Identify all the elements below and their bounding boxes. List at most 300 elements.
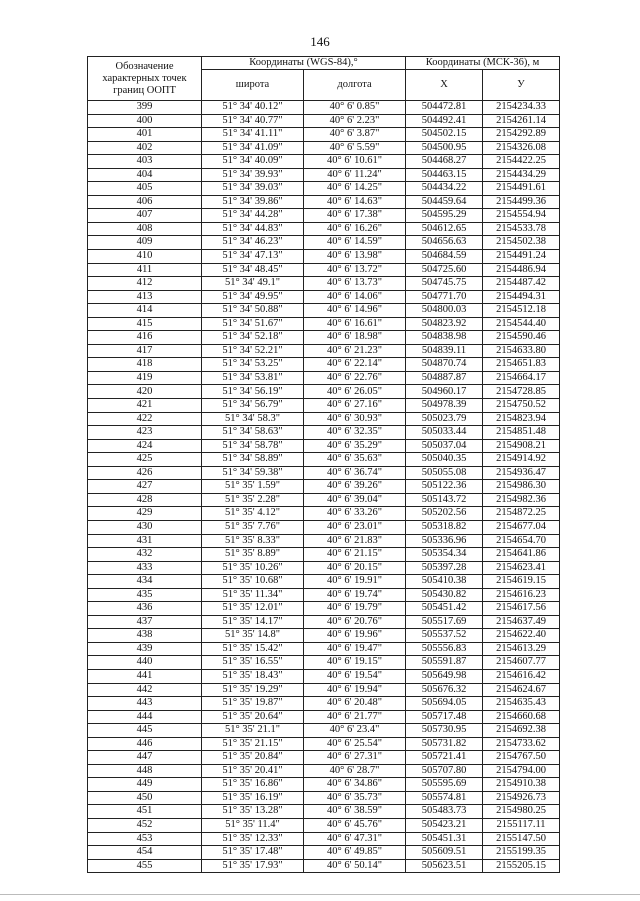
y-cell: 2154607.77 (483, 656, 560, 670)
longitude-cell: 40° 6' 35.29" (304, 439, 406, 453)
y-cell: 2154234.33 (483, 101, 560, 115)
latitude-cell: 51° 34' 59.38" (202, 466, 304, 480)
point-number-cell: 427 (88, 480, 202, 494)
y-cell: 2154486.94 (483, 263, 560, 277)
table-row (88, 818, 560, 832)
longitude-cell: 40° 6' 14.96" (304, 304, 406, 318)
x-cell: 505731.82 (406, 737, 483, 751)
table-row (88, 168, 560, 182)
longitude-cell: 40° 6' 2.23" (304, 114, 406, 128)
table-row (88, 656, 560, 670)
x-cell: 505649.98 (406, 669, 483, 683)
latitude-cell: 51° 35' 8.33" (202, 534, 304, 548)
latitude-cell: 51° 34' 48.45" (202, 263, 304, 277)
longitude-cell: 40° 6' 21.77" (304, 710, 406, 724)
x-cell: 504459.64 (406, 195, 483, 209)
latitude-cell: 51° 34' 40.77" (202, 114, 304, 128)
x-cell: 505023.79 (406, 412, 483, 426)
longitude-cell: 40° 6' 19.15" (304, 656, 406, 670)
latitude-cell: 51° 34' 46.23" (202, 236, 304, 250)
longitude-cell: 40° 6' 21.83" (304, 534, 406, 548)
point-number-cell: 438 (88, 629, 202, 643)
table-row (88, 710, 560, 724)
point-number-cell: 430 (88, 520, 202, 534)
x-cell: 504960.17 (406, 385, 483, 399)
latitude-cell: 51° 35' 17.48" (202, 846, 304, 860)
y-cell: 2154660.68 (483, 710, 560, 724)
header-x: X (406, 70, 483, 101)
y-cell: 2154512.18 (483, 304, 560, 318)
point-number-cell: 412 (88, 277, 202, 291)
longitude-cell: 40° 6' 23.01" (304, 520, 406, 534)
longitude-cell: 40° 6' 47.31" (304, 832, 406, 846)
point-number-cell: 435 (88, 588, 202, 602)
x-cell: 504823.92 (406, 317, 483, 331)
longitude-cell: 40° 6' 16.61" (304, 317, 406, 331)
x-cell: 505595.69 (406, 778, 483, 792)
point-number-cell: 419 (88, 371, 202, 385)
y-cell: 2154637.49 (483, 615, 560, 629)
longitude-cell: 40° 6' 21.15" (304, 548, 406, 562)
point-number-cell: 436 (88, 602, 202, 616)
point-number-cell: 441 (88, 669, 202, 683)
table-row (88, 304, 560, 318)
y-cell: 2154651.83 (483, 358, 560, 372)
point-number-cell: 410 (88, 250, 202, 264)
table-row (88, 155, 560, 169)
x-cell: 505556.83 (406, 642, 483, 656)
table-row (88, 128, 560, 142)
longitude-cell: 40° 6' 3.87" (304, 128, 406, 142)
longitude-cell: 40° 6' 14.25" (304, 182, 406, 196)
table-row (88, 371, 560, 385)
longitude-cell: 40° 6' 14.06" (304, 290, 406, 304)
latitude-cell: 51° 34' 39.86" (202, 195, 304, 209)
longitude-cell: 40° 6' 20.76" (304, 615, 406, 629)
point-number-cell: 402 (88, 141, 202, 155)
table-row (88, 222, 560, 236)
longitude-cell: 40° 6' 19.91" (304, 575, 406, 589)
longitude-cell: 40° 6' 17.38" (304, 209, 406, 223)
table-row (88, 724, 560, 738)
y-cell: 2154733.62 (483, 737, 560, 751)
table-row (88, 520, 560, 534)
y-cell: 2154494.31 (483, 290, 560, 304)
x-cell: 505037.04 (406, 439, 483, 453)
y-cell: 2155199.35 (483, 846, 560, 860)
x-cell: 505517.69 (406, 615, 483, 629)
point-number-cell: 426 (88, 466, 202, 480)
x-cell: 504434.22 (406, 182, 483, 196)
y-cell: 2154692.38 (483, 724, 560, 738)
longitude-cell: 40° 6' 11.24" (304, 168, 406, 182)
latitude-cell: 51° 35' 12.33" (202, 832, 304, 846)
latitude-cell: 51° 35' 19.87" (202, 697, 304, 711)
table-row (88, 642, 560, 656)
latitude-cell: 51° 34' 53.81" (202, 371, 304, 385)
longitude-cell: 40° 6' 45.76" (304, 818, 406, 832)
point-number-cell: 405 (88, 182, 202, 196)
header-y: У (483, 70, 560, 101)
latitude-cell: 51° 35' 21.15" (202, 737, 304, 751)
point-number-cell: 455 (88, 859, 202, 873)
longitude-cell: 40° 6' 19.47" (304, 642, 406, 656)
longitude-cell: 40° 6' 16.26" (304, 222, 406, 236)
y-cell: 2154823.94 (483, 412, 560, 426)
point-number-cell: 439 (88, 642, 202, 656)
latitude-cell: 51° 34' 58.63" (202, 426, 304, 440)
longitude-cell: 40° 6' 30.93" (304, 412, 406, 426)
point-number-cell: 449 (88, 778, 202, 792)
point-number-cell: 431 (88, 534, 202, 548)
header-latitude: широта (202, 70, 304, 101)
latitude-cell: 51° 35' 7.76" (202, 520, 304, 534)
x-cell: 504978.39 (406, 399, 483, 413)
table-row (88, 101, 560, 115)
table-row (88, 358, 560, 372)
table-row (88, 493, 560, 507)
point-number-cell: 448 (88, 764, 202, 778)
y-cell: 2154499.36 (483, 195, 560, 209)
y-cell: 2154422.25 (483, 155, 560, 169)
latitude-cell: 51° 34' 58.89" (202, 453, 304, 467)
x-cell: 504656.63 (406, 236, 483, 250)
table-row (88, 480, 560, 494)
y-cell: 2154590.46 (483, 331, 560, 345)
x-cell: 505318.82 (406, 520, 483, 534)
table-row (88, 507, 560, 521)
latitude-cell: 51° 35' 2.28" (202, 493, 304, 507)
point-number-cell: 407 (88, 209, 202, 223)
x-cell: 504612.65 (406, 222, 483, 236)
x-cell: 504838.98 (406, 331, 483, 345)
latitude-cell: 51° 35' 11.4" (202, 818, 304, 832)
latitude-cell: 51° 35' 10.26" (202, 561, 304, 575)
latitude-cell: 51° 34' 51.67" (202, 317, 304, 331)
longitude-cell: 40° 6' 32.35" (304, 426, 406, 440)
latitude-cell: 51° 35' 16.19" (202, 791, 304, 805)
latitude-cell: 51° 35' 14.8" (202, 629, 304, 643)
point-number-cell: 409 (88, 236, 202, 250)
longitude-cell: 40° 6' 38.59" (304, 805, 406, 819)
point-number-cell: 428 (88, 493, 202, 507)
latitude-cell: 51° 35' 14.17" (202, 615, 304, 629)
x-cell: 505143.72 (406, 493, 483, 507)
latitude-cell: 51° 35' 20.41" (202, 764, 304, 778)
page-number: 146 (310, 34, 330, 49)
table-row (88, 629, 560, 643)
longitude-cell: 40° 6' 34.86" (304, 778, 406, 792)
longitude-cell: 40° 6' 50.14" (304, 859, 406, 873)
y-cell: 2154728.85 (483, 385, 560, 399)
latitude-cell: 51° 34' 40.09" (202, 155, 304, 169)
y-cell: 2154616.42 (483, 669, 560, 683)
point-number-cell: 408 (88, 222, 202, 236)
point-number-cell: 404 (88, 168, 202, 182)
y-cell: 2154872.25 (483, 507, 560, 521)
y-cell: 2154654.70 (483, 534, 560, 548)
point-number-cell: 403 (88, 155, 202, 169)
y-cell: 2154622.40 (483, 629, 560, 643)
point-number-cell: 437 (88, 615, 202, 629)
longitude-cell: 40° 6' 39.26" (304, 480, 406, 494)
table-row (88, 615, 560, 629)
x-cell: 504800.03 (406, 304, 483, 318)
x-cell: 504492.41 (406, 114, 483, 128)
longitude-cell: 40° 6' 28.7" (304, 764, 406, 778)
y-cell: 2154491.61 (483, 182, 560, 196)
table-row (88, 805, 560, 819)
latitude-cell: 51° 34' 41.11" (202, 128, 304, 142)
x-cell: 504502.15 (406, 128, 483, 142)
x-cell: 505336.96 (406, 534, 483, 548)
latitude-cell: 51° 34' 50.88" (202, 304, 304, 318)
table-row (88, 195, 560, 209)
longitude-cell: 40° 6' 14.63" (304, 195, 406, 209)
latitude-cell: 51° 34' 44.83" (202, 222, 304, 236)
x-cell: 504468.27 (406, 155, 483, 169)
table-row (88, 846, 560, 860)
y-cell: 2154914.92 (483, 453, 560, 467)
y-cell: 2154677.04 (483, 520, 560, 534)
longitude-cell: 40° 6' 39.04" (304, 493, 406, 507)
table-row (88, 778, 560, 792)
longitude-cell: 40° 6' 21.23" (304, 344, 406, 358)
y-cell: 2154617.56 (483, 602, 560, 616)
table-row (88, 453, 560, 467)
y-cell: 2154623.41 (483, 561, 560, 575)
longitude-cell: 40° 6' 20.48" (304, 697, 406, 711)
y-cell: 2154487.42 (483, 277, 560, 291)
latitude-cell: 51° 35' 18.43" (202, 669, 304, 683)
longitude-cell: 40° 6' 0.85" (304, 101, 406, 115)
longitude-cell: 40° 6' 19.94" (304, 683, 406, 697)
y-cell: 2154767.50 (483, 751, 560, 765)
x-cell: 505202.56 (406, 507, 483, 521)
x-cell: 505397.28 (406, 561, 483, 575)
y-cell: 2154491.24 (483, 250, 560, 264)
longitude-cell: 40° 6' 22.76" (304, 371, 406, 385)
y-cell: 2154613.29 (483, 642, 560, 656)
y-cell: 2154502.38 (483, 236, 560, 250)
y-cell: 2154980.25 (483, 805, 560, 819)
table-row (88, 466, 560, 480)
y-cell: 2154926.73 (483, 791, 560, 805)
longitude-cell: 40° 6' 13.98" (304, 250, 406, 264)
x-cell: 505707.80 (406, 764, 483, 778)
table-row (88, 737, 560, 751)
table-row (88, 548, 560, 562)
point-number-cell: 418 (88, 358, 202, 372)
point-number-cell: 421 (88, 399, 202, 413)
x-cell: 504887.87 (406, 371, 483, 385)
table-row (88, 141, 560, 155)
y-cell: 2154624.67 (483, 683, 560, 697)
latitude-cell: 51° 34' 39.03" (202, 182, 304, 196)
longitude-cell: 40° 6' 19.96" (304, 629, 406, 643)
point-number-cell: 442 (88, 683, 202, 697)
longitude-cell: 40° 6' 26.05" (304, 385, 406, 399)
point-number-cell: 453 (88, 832, 202, 846)
y-cell: 2154635.43 (483, 697, 560, 711)
table-row (88, 764, 560, 778)
y-cell: 2154261.14 (483, 114, 560, 128)
table-row (88, 575, 560, 589)
longitude-cell: 40° 6' 19.79" (304, 602, 406, 616)
y-cell: 2154554.94 (483, 209, 560, 223)
point-number-cell: 446 (88, 737, 202, 751)
longitude-cell: 40° 6' 35.63" (304, 453, 406, 467)
y-cell: 2154910.38 (483, 778, 560, 792)
table-row (88, 534, 560, 548)
table-row (88, 791, 560, 805)
latitude-cell: 51° 35' 20.64" (202, 710, 304, 724)
x-cell: 505122.36 (406, 480, 483, 494)
latitude-cell: 51° 35' 19.29" (202, 683, 304, 697)
header-wgs-group: Координаты (WGS-84),° (202, 57, 406, 70)
longitude-cell: 40° 6' 19.74" (304, 588, 406, 602)
longitude-cell: 40° 6' 27.31" (304, 751, 406, 765)
x-cell: 505676.32 (406, 683, 483, 697)
point-number-cell: 422 (88, 412, 202, 426)
latitude-cell: 51° 35' 12.01" (202, 602, 304, 616)
longitude-cell: 40° 6' 36.74" (304, 466, 406, 480)
longitude-cell: 40° 6' 14.59" (304, 236, 406, 250)
latitude-cell: 51° 35' 16.55" (202, 656, 304, 670)
longitude-cell: 40° 6' 13.73" (304, 277, 406, 291)
header-msk-group: Координаты (МСК-36), м (406, 57, 560, 70)
point-number-cell: 411 (88, 263, 202, 277)
y-cell: 2154292.89 (483, 128, 560, 142)
table-row (88, 399, 560, 413)
x-cell: 505609.51 (406, 846, 483, 860)
point-number-cell: 447 (88, 751, 202, 765)
y-cell: 2154326.08 (483, 141, 560, 155)
x-cell: 504745.75 (406, 277, 483, 291)
table-row (88, 209, 560, 223)
x-cell: 504725.60 (406, 263, 483, 277)
point-number-cell: 425 (88, 453, 202, 467)
point-number-cell: 444 (88, 710, 202, 724)
longitude-cell: 40° 6' 5.59" (304, 141, 406, 155)
point-number-cell: 406 (88, 195, 202, 209)
table-row (88, 412, 560, 426)
x-cell: 504870.74 (406, 358, 483, 372)
x-cell: 505451.31 (406, 832, 483, 846)
y-cell: 2154794.00 (483, 764, 560, 778)
x-cell: 504684.59 (406, 250, 483, 264)
y-cell: 2154533.78 (483, 222, 560, 236)
latitude-cell: 51° 34' 52.18" (202, 331, 304, 345)
y-cell: 2154851.48 (483, 426, 560, 440)
x-cell: 505410.38 (406, 575, 483, 589)
x-cell: 504771.70 (406, 290, 483, 304)
longitude-cell: 40° 6' 27.16" (304, 399, 406, 413)
latitude-cell: 51° 35' 8.89" (202, 548, 304, 562)
latitude-cell: 51° 34' 47.13" (202, 250, 304, 264)
longitude-cell: 40° 6' 13.72" (304, 263, 406, 277)
longitude-cell: 40° 6' 19.54" (304, 669, 406, 683)
latitude-cell: 51° 35' 13.28" (202, 805, 304, 819)
table-row (88, 832, 560, 846)
table-row (88, 602, 560, 616)
y-cell: 2154619.15 (483, 575, 560, 589)
table-row (88, 669, 560, 683)
latitude-cell: 51° 34' 58.78" (202, 439, 304, 453)
table-row (88, 277, 560, 291)
table-row (88, 751, 560, 765)
x-cell: 504472.81 (406, 101, 483, 115)
x-cell: 504500.95 (406, 141, 483, 155)
x-cell: 505591.87 (406, 656, 483, 670)
y-cell: 2155117.11 (483, 818, 560, 832)
point-number-cell: 420 (88, 385, 202, 399)
latitude-cell: 51° 34' 58.3" (202, 412, 304, 426)
latitude-cell: 51° 35' 20.84" (202, 751, 304, 765)
x-cell: 505430.82 (406, 588, 483, 602)
point-number-cell: 443 (88, 697, 202, 711)
x-cell: 505694.05 (406, 697, 483, 711)
y-cell: 2154544.40 (483, 317, 560, 331)
y-cell: 2155205.15 (483, 859, 560, 873)
x-cell: 505574.81 (406, 791, 483, 805)
y-cell: 2154982.36 (483, 493, 560, 507)
x-cell: 504839.11 (406, 344, 483, 358)
latitude-cell: 51° 34' 41.09" (202, 141, 304, 155)
latitude-cell: 51° 35' 21.1" (202, 724, 304, 738)
y-cell: 2154434.29 (483, 168, 560, 182)
longitude-cell: 40° 6' 33.26" (304, 507, 406, 521)
point-number-cell: 401 (88, 128, 202, 142)
point-number-cell: 423 (88, 426, 202, 440)
header-longitude: долгота (304, 70, 406, 101)
point-number-cell: 416 (88, 331, 202, 345)
y-cell: 2155147.50 (483, 832, 560, 846)
x-cell: 505721.41 (406, 751, 483, 765)
table-row (88, 114, 560, 128)
y-cell: 2154633.80 (483, 344, 560, 358)
header-designation: Обозначение характерных точек границ ООПТ (88, 57, 202, 101)
table-row (88, 263, 560, 277)
x-cell: 504463.15 (406, 168, 483, 182)
point-number-cell: 451 (88, 805, 202, 819)
table-row (88, 561, 560, 575)
longitude-cell: 40° 6' 18.98" (304, 331, 406, 345)
longitude-cell: 40° 6' 25.54" (304, 737, 406, 751)
x-cell: 505483.73 (406, 805, 483, 819)
y-cell: 2154986.30 (483, 480, 560, 494)
y-cell: 2154664.17 (483, 371, 560, 385)
table-row (88, 697, 560, 711)
table-row (88, 439, 560, 453)
page-bottom-divider (0, 894, 640, 895)
x-cell: 504595.29 (406, 209, 483, 223)
point-number-cell: 413 (88, 290, 202, 304)
table-row (88, 331, 560, 345)
latitude-cell: 51° 34' 49.1" (202, 277, 304, 291)
latitude-cell: 51° 34' 39.93" (202, 168, 304, 182)
point-number-cell: 400 (88, 114, 202, 128)
longitude-cell: 40° 6' 20.15" (304, 561, 406, 575)
y-cell: 2154936.47 (483, 466, 560, 480)
latitude-cell: 51° 35' 16.86" (202, 778, 304, 792)
latitude-cell: 51° 34' 56.79" (202, 399, 304, 413)
point-number-cell: 424 (88, 439, 202, 453)
table-row (88, 250, 560, 264)
longitude-cell: 40° 6' 10.61" (304, 155, 406, 169)
latitude-cell: 51° 34' 53.25" (202, 358, 304, 372)
latitude-cell: 51° 35' 10.68" (202, 575, 304, 589)
